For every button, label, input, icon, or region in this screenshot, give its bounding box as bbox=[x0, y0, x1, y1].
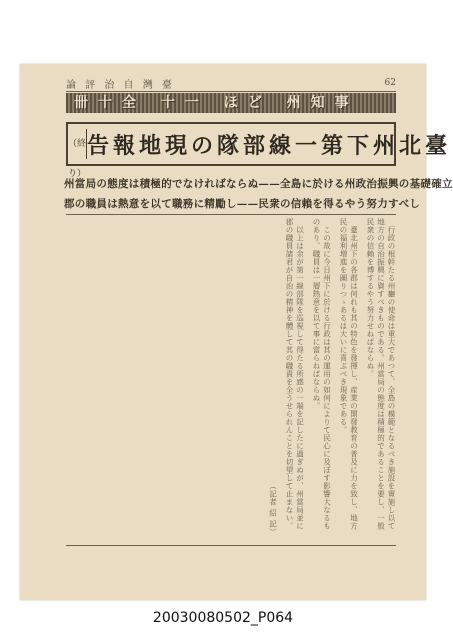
decorative-banner bbox=[66, 93, 396, 113]
paragraph: この故に今日州下に於ける行政は其の運用の如何によりて民心に及ぼす影響大なるものあり、職員は一層熱意を以て事に當らねばならぬ。 bbox=[312, 218, 332, 530]
paragraph: 臺北州下の各郡は何れも其の特色を發揮し、産業の開發教育の普及に力を致し、地方民の福利増進を圖りつゝあるは大いに喜ぶべき現象である。 bbox=[339, 218, 359, 530]
article-title: 告報地現の隊部線一第下州北臺 bbox=[87, 132, 452, 159]
footer-rule bbox=[66, 545, 396, 546]
author-signature: （記者 紹 記） bbox=[268, 482, 278, 536]
subtitle-1: 州當局の態度は積極的でなければならぬ——全島に於ける州政治振興の基礎確立 bbox=[64, 178, 453, 190]
page-header bbox=[66, 76, 396, 90]
article-body bbox=[66, 218, 396, 536]
article-title-box bbox=[66, 122, 452, 179]
paragraph: 以上は余が第一線部隊を巡視して得たる所感の一端を記したに過ぎぬが、州當局並に郡の職員諸君が自治の精神を體して其の職責を全うせられんことを切望して止まない。 bbox=[285, 218, 305, 530]
journal-title: 論 評 治 自 灣 臺 bbox=[66, 79, 175, 91]
subtitle-2: 郡の職員は熱意を以て職務に精勵し——民衆の信賴を得るやう努力すべし bbox=[64, 198, 421, 210]
page-number: 62 bbox=[384, 78, 396, 88]
archive-id-caption: 20030080502_P064 bbox=[152, 610, 294, 626]
banner-text: 卌十全 十一 ほど 州知事 bbox=[74, 95, 359, 111]
header-rule bbox=[66, 91, 396, 92]
subtitle-rule bbox=[66, 214, 396, 215]
continued-mark: （終り） bbox=[68, 129, 87, 159]
paragraph: 行政の根幹たる州廳の使命は重大であつて、全島の模範となるべき施設を實施し以て地方の自治振興に資すべきものである。州當局の態度は積極的であることを要し、一般民衆の信賴を博するやう努力せねばならぬ。 bbox=[366, 218, 396, 530]
